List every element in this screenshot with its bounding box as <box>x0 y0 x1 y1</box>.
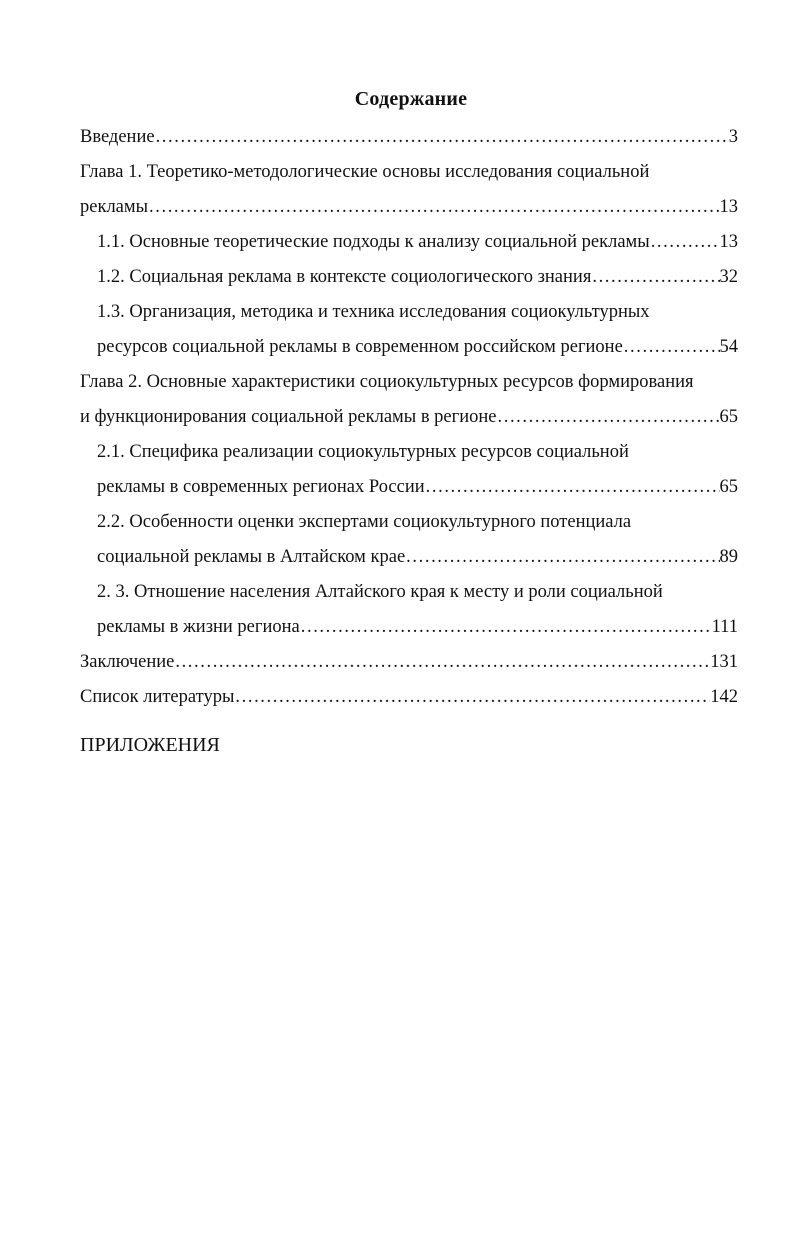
toc-leader-dots <box>174 645 710 680</box>
toc-entry-text: Заключение <box>80 652 175 672</box>
toc-entry-line <box>97 260 738 295</box>
toc-leader-dots <box>155 120 729 155</box>
toc-entry-line <box>80 120 738 155</box>
toc-entry-section-1-3[interactable] <box>80 295 738 365</box>
toc-entry-text: Список литературы <box>80 687 235 707</box>
toc-page-number: 32 <box>719 267 738 287</box>
toc-page-number: 65 <box>719 477 738 497</box>
toc-entry-text: ресурсов социальной рекламы в современном российском регионе <box>97 337 623 357</box>
toc-entry-line <box>97 330 738 365</box>
toc-entry-text: 1.2. Социальная реклама в контексте социологического знания <box>97 267 592 287</box>
toc-entry-text: 2.2. Особенности оценки экспертами социокультурного потенциала <box>97 512 632 532</box>
toc-entry-chapter-1[interactable] <box>80 155 738 225</box>
toc-entry-section-2-3[interactable] <box>80 575 738 645</box>
toc-entry-line <box>80 680 738 715</box>
toc-leader-dots <box>497 400 720 435</box>
toc-entry-section-2-2[interactable] <box>80 505 738 575</box>
toc-entry-line <box>80 645 738 680</box>
toc-entry-line <box>80 190 738 225</box>
toc-entry-text: социальной рекламы в Алтайском крае <box>97 547 406 567</box>
toc-entry-text: 1.3. Организация, методика и техника исследования социокультурных <box>97 302 650 322</box>
toc-leader-dots <box>623 330 720 365</box>
toc-leader-dots <box>148 190 719 225</box>
toc-page-number: 54 <box>719 337 738 357</box>
toc-leader-dots <box>591 260 719 295</box>
toc-entry-section-2-1[interactable] <box>80 435 738 505</box>
toc-leader-dots <box>425 470 720 505</box>
toc-entry-line <box>97 470 738 505</box>
toc-leader-dots <box>650 225 720 260</box>
toc-entry-text: Глава 2. Основные характеристики социокультурных ресурсов формирования <box>80 372 694 392</box>
toc-page-number: 111 <box>711 617 738 637</box>
toc-title: Содержание <box>354 88 468 110</box>
toc-page-number: 13 <box>719 197 738 217</box>
toc-leader-dots <box>300 610 712 645</box>
toc-entry-text: и функционирования социальной рекламы в регионе <box>80 407 497 427</box>
toc-entry-text: 1.1. Основные теоретические подходы к анализу социальной рекламы <box>97 232 650 252</box>
toc-entry-chapter-2[interactable] <box>80 365 738 435</box>
table-of-contents <box>80 120 738 715</box>
toc-entry-section-1-1[interactable] <box>80 225 738 260</box>
toc-page-number: 65 <box>719 407 738 427</box>
toc-entry-introduction[interactable] <box>80 120 738 155</box>
toc-entry-references[interactable] <box>80 680 738 715</box>
toc-entry-text: рекламы в современных регионах России <box>97 477 425 497</box>
toc-page-number: 142 <box>710 687 738 707</box>
toc-entry-text: Глава 1. Теоретико-методологические основы исследования социальной <box>80 162 650 182</box>
toc-page-number: 89 <box>719 547 738 567</box>
toc-page-number: 3 <box>728 127 738 147</box>
toc-entry-text: 2. 3. Отношение населения Алтайского края к месту и роли социальной <box>97 582 663 602</box>
toc-entry-conclusion[interactable] <box>80 645 738 680</box>
toc-entry-line <box>97 610 738 645</box>
toc-leader-dots <box>405 540 719 575</box>
toc-page-number: 13 <box>719 232 738 252</box>
toc-entry-section-1-2[interactable] <box>80 260 738 295</box>
toc-entry-line <box>97 225 738 260</box>
toc-entry-line <box>97 540 738 575</box>
toc-entry-line <box>80 400 738 435</box>
toc-entry-appendices[interactable]: ПРИЛОЖЕНИЯ <box>80 734 220 756</box>
toc-entry-text: Введение <box>80 127 155 147</box>
toc-leader-dots <box>234 680 710 715</box>
toc-entry-text: рекламы <box>80 197 149 217</box>
toc-entry-text: 2.1. Специфика реализации социокультурных ресурсов социальной <box>97 442 629 462</box>
toc-entry-text: рекламы в жизни региона <box>97 617 300 637</box>
toc-page-number: 131 <box>710 652 738 672</box>
